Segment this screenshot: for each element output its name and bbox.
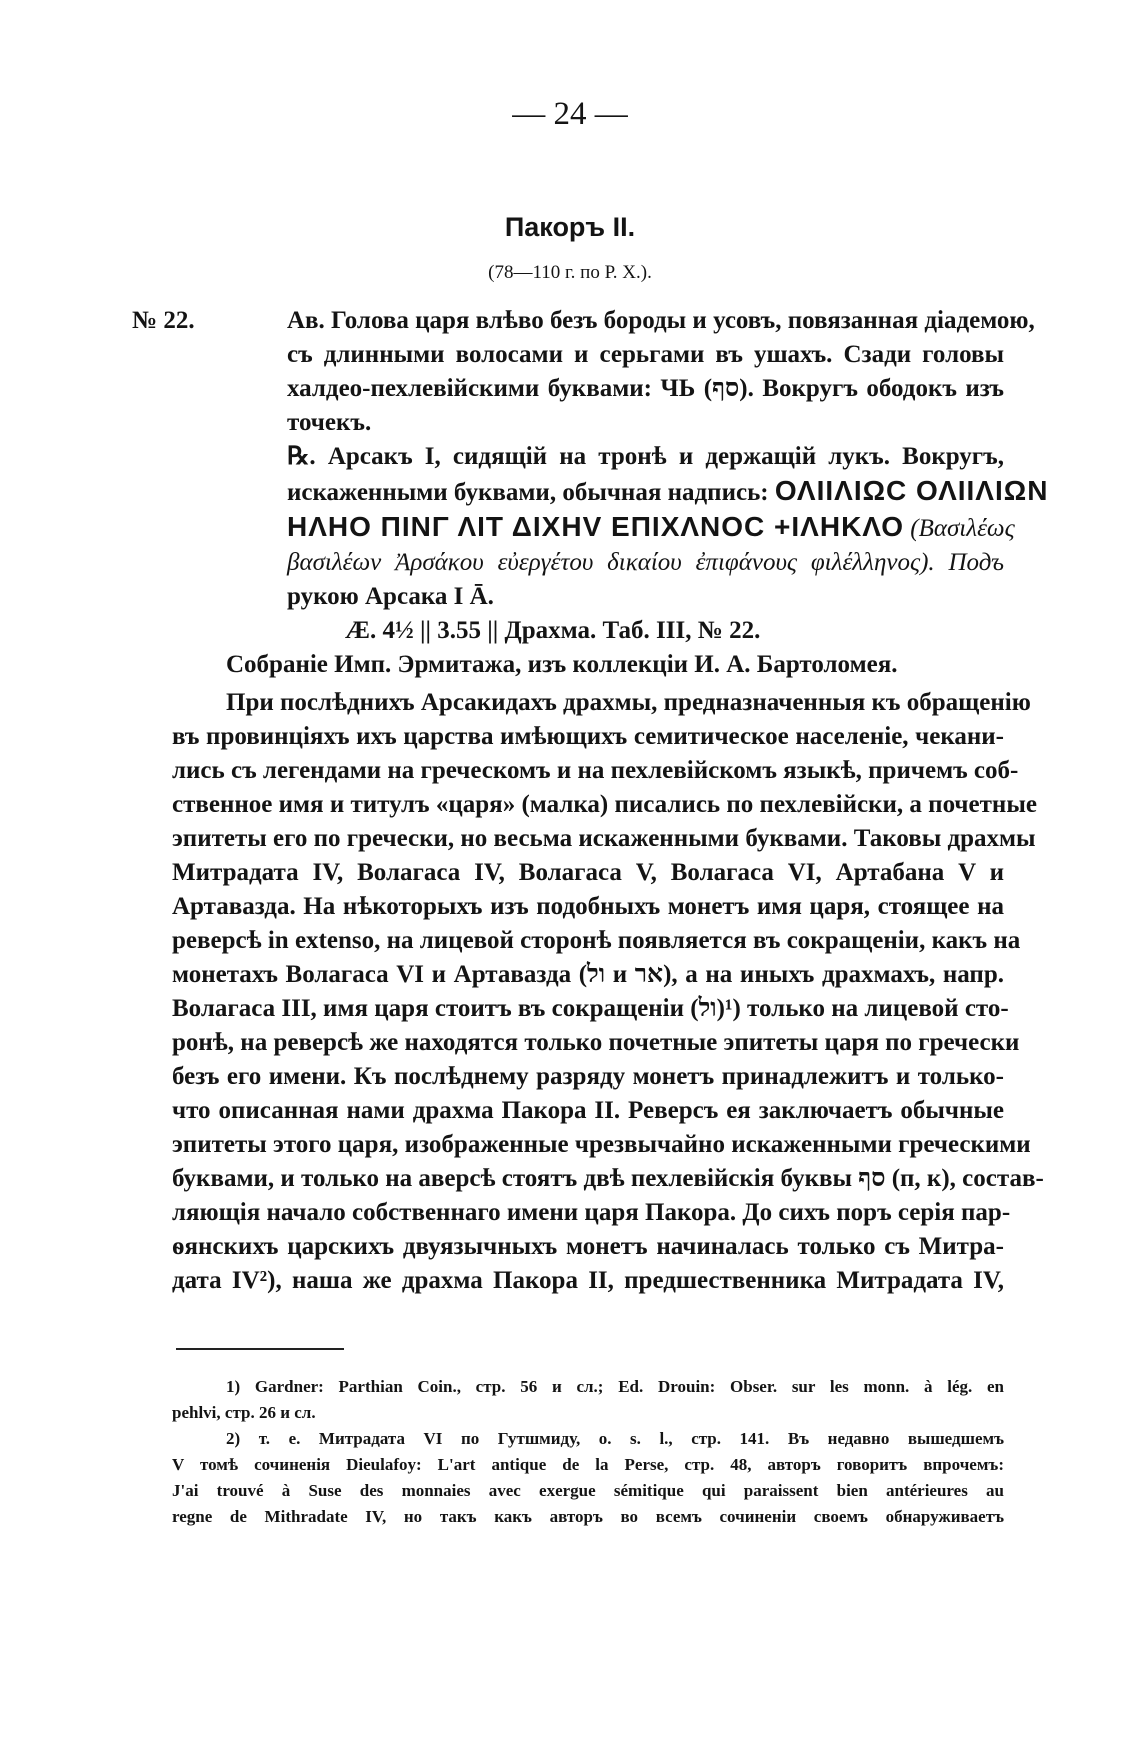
entry-desc-line: съ длинными волосами и серьгами въ ушахъ. Сзади головы (287, 341, 1004, 368)
entry-number: № 22. (132, 307, 195, 334)
body-line: безъ его имени. Къ послѣднему разряду монетъ принадлежитъ и только- (172, 1063, 1004, 1090)
body-line: Митрадата IV, Волагаса IV, Волагаса V, Волагаса VI, Артабана V и (172, 859, 1004, 886)
footnote-2: 2) т. е. Митрадата VI по Гутшмиду, o. s. l., стр. 141. Въ недавно вышедшемъ (226, 1429, 1004, 1448)
entry-desc-line: халдео-пехлевійскими буквами: ЧЬ (סף). Вокругъ ободокъ изъ (287, 375, 1004, 402)
body-line: монетахъ Волагаса VI и Артавазда (ול и אר), а на иныхъ драхмахъ, напр. (172, 961, 1004, 988)
body-line: Волагаса III, имя царя стоитъ въ сокращеніи (ול)¹) только на лицевой сто- (172, 995, 1009, 1022)
entry-desc-line: Ав. Голова царя влѣво безъ бороды и усовъ, повязанная діадемою, (287, 307, 1035, 334)
inscription-line-1 (287, 476, 1048, 508)
section-title: Пакоръ II. (504, 212, 636, 242)
entry-desc-line: искаженными буквами, обычная надпись: (287, 479, 769, 506)
greek-reading-line: βασιλέων Ἀρσάκου εὐεργέτου δικαίου ἐπιφάνους φιλέλληνος). Подъ (287, 549, 1004, 576)
body-line: Артавазда. На нѣкоторыхъ изъ подобныхъ монетъ имя царя, стоящее на (172, 893, 1004, 920)
greek-reading: (Βασιλέως (910, 515, 1015, 542)
body-line: что описанная нами драхма Пакора II. Реверсъ ея заключаетъ обычные (172, 1097, 1004, 1124)
body-line: въ провинціяхъ ихъ царства имѣющихъ семитическое населеніе, чекани- (172, 723, 1004, 750)
collection-note: Собраніе Имп. Эрмитажа, изъ коллекціи И. А. Бартоломея. (226, 651, 898, 678)
body-line: ственное имя и титулъ «царя» (малка) писались по пехлевійски, а почетные (172, 791, 1037, 818)
page-number: — 24 — (512, 96, 628, 132)
footnote-2-cont: V томѣ сочиненія Dieulafoy: L'art antique de la Perse, стр. 48, авторъ говоритъ впрочемъ: (172, 1455, 1004, 1474)
footnote-2-cont: regne de Mithradate IV, но такъ какъ авторъ во всемъ сочиненіи своемъ обнаруживаетъ (172, 1507, 1004, 1526)
body-line: эпитеты этого царя, изображенные чрезвычайно искаженными греческими (172, 1131, 1031, 1158)
body-line: реверсѣ in extenso, на лицевой сторонѣ появляется въ сокращеніи, какъ на (172, 927, 1021, 954)
footnote-1-cont: pehlvi, стр. 26 и сл. (172, 1403, 316, 1422)
body-line: буквами, и только на аверсѣ стоятъ двѣ пехлевійскія буквы סף (п, к), состав- (172, 1165, 1044, 1192)
entry-desc-line: точекъ. (287, 409, 372, 436)
distorted-greek-legend: ΗΛΗΟ ΠΙΝΓ ΛΙΤ ΔΙΧΗV ΕΠΙΧΛΝΟC +ΙΛΗΚΛΟ (287, 511, 904, 542)
body-line: дата IV²), наша же драхма Пакора II, предшественника Митрадата IV, (172, 1267, 1004, 1294)
body-line: ѳянскихъ царскихъ двуязычныхъ монетъ начиналась только съ Митра- (172, 1233, 1004, 1260)
entry-desc-line: ℞. Арсакъ I, сидящій на тронѣ и держащій лукъ. Вокругъ, (287, 443, 1004, 470)
footnote-1: 1) Gardner: Parthian Coin., стр. 56 и сл.; Ed. Drouin: Obser. sur les monn. à lég. en (226, 1377, 1004, 1396)
inscription-line-2 (287, 512, 1015, 544)
body-line: При послѣднихъ Арсакидахъ драхмы, предназначенныя къ обращенію (226, 689, 1031, 716)
footnote-2-cont: J'ai trouvé à Suse des monnaies avec exergue sémitique qui paraissent bien antérieures au (172, 1481, 1004, 1500)
distorted-greek-legend: ΟΛΙΙΛΙΩC ΟΛΙΙΛΙΩΝ (774, 475, 1049, 506)
reign-dates: (78—110 г. по Р. Х.). (488, 262, 652, 283)
body-line: ляющія начало собственнаго имени царя Пакора. До сихъ поръ серія пар- (172, 1199, 1011, 1226)
body-line: ронѣ, на реверсѣ же находятся только почетные эпитеты царя по гречески (172, 1029, 1020, 1056)
body-line: лись съ легендами на греческомъ и на пехлевійскомъ языкѣ, причемъ соб- (172, 757, 1019, 784)
coin-metrics: Æ. 4½ || 3.55 || Драхма. Таб. III, № 22. (345, 617, 761, 644)
body-line: эпитеты его по гречески, но весьма искаженными буквами. Таковы драхмы (172, 825, 1036, 852)
under-arm-note: рукою Арсака I Ā. (287, 583, 494, 610)
footnote-divider (176, 1348, 344, 1350)
